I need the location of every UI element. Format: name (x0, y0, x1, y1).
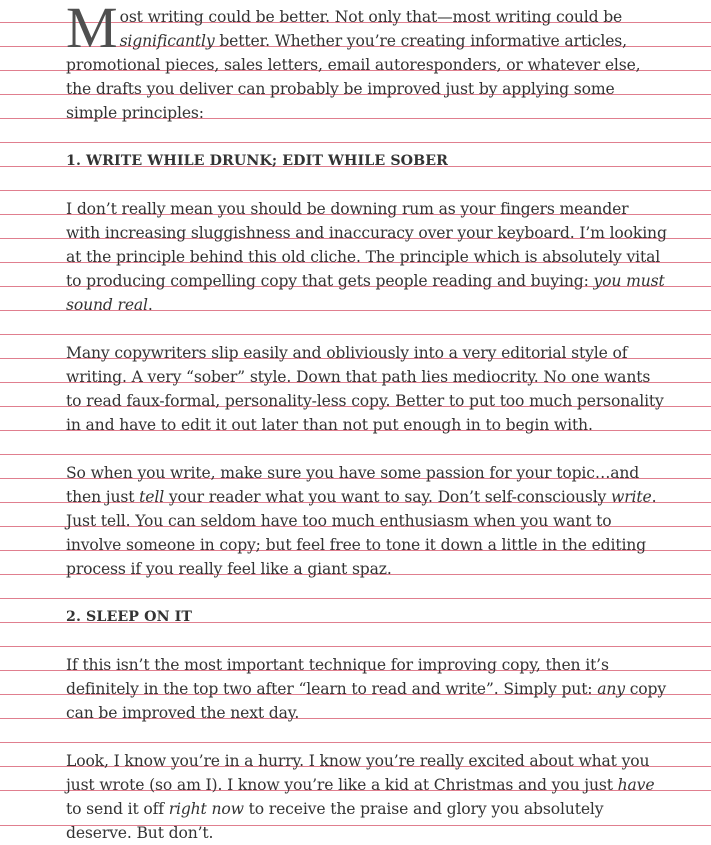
drop-cap: M (66, 0, 117, 60)
paragraph-text: Look, I know you’re in a hurry. I know you’re really excited about what you just wrote (so am I). I know you’re like a kid at Christmas and you just (66, 752, 650, 794)
paragraph-text: to send it off (66, 800, 169, 818)
intro-text: ost writing could be better. Not only that—most writing could be (119, 8, 623, 26)
paragraph-text: I don’t really mean you should be downing rum as your fingers meander with increasing sluggishness and inaccuracy over your keyboard. I’m looking at the principle behind this old cliche. The principle which is absolutely vital to producing compelling copy that gets people reading and buying: (66, 200, 667, 290)
paragraph-text: So when you write, make sure you have some passion for your topic…and then just (66, 464, 640, 506)
paragraph-text: to receive the praise and glory you absolutely deserve. But don’t. (66, 800, 604, 842)
section-heading: 2. SLEEP ON IT (66, 609, 193, 625)
paragraph-text: . (147, 296, 153, 314)
paragraph-emphasis: have (617, 776, 655, 794)
body-paragraph: Many copywriters slip easily and obliviously into a very editorial style of writing. A very “sober” style. Down that path lies mediocrity. No one wants to read faux-formal, personality-less copy. Better to put too much personality in and have to edit it out later than not put enough in to begin with. (66, 344, 664, 434)
body-paragraph (66, 197, 667, 317)
intro-text: better. Whether you’re creating informative articles, promotional pieces, sales letters, email autoresponders, or whatever else, the drafts you deliver can probably be improved just by applying some simple principles: (66, 32, 641, 122)
paragraph-text: . Just tell. You can seldom have too much enthusiasm when you want to involve someone in copy; but feel free to tone it down a little in the editing process if you really feel like a giant spaz. (66, 488, 657, 578)
paragraph-emphasis: tell (139, 488, 165, 506)
paragraph-text: copy can be improved the next day. (66, 680, 667, 722)
paragraph-emphasis: write (611, 488, 652, 506)
paragraph-text: your reader what you want to say. Don’t self-consciously (164, 488, 612, 506)
paragraph-emphasis: any (597, 680, 625, 698)
body-paragraph (66, 749, 667, 845)
section-heading: 1. WRITE WHILE DRUNK; EDIT WHILE SOBER (66, 153, 449, 169)
paragraph-emphasis: you must sound real (66, 272, 665, 314)
intro-emphasis: significantly (119, 32, 215, 50)
body-paragraph (66, 653, 667, 725)
paragraph-text: If this isn’t the most important technique for improving copy, then it’s definitely in the top two after “learn to read and write”. Simply put: (66, 656, 609, 698)
paragraph-emphasis: right now (168, 800, 244, 818)
body-paragraph (66, 461, 667, 581)
intro-paragraph (66, 0, 667, 125)
